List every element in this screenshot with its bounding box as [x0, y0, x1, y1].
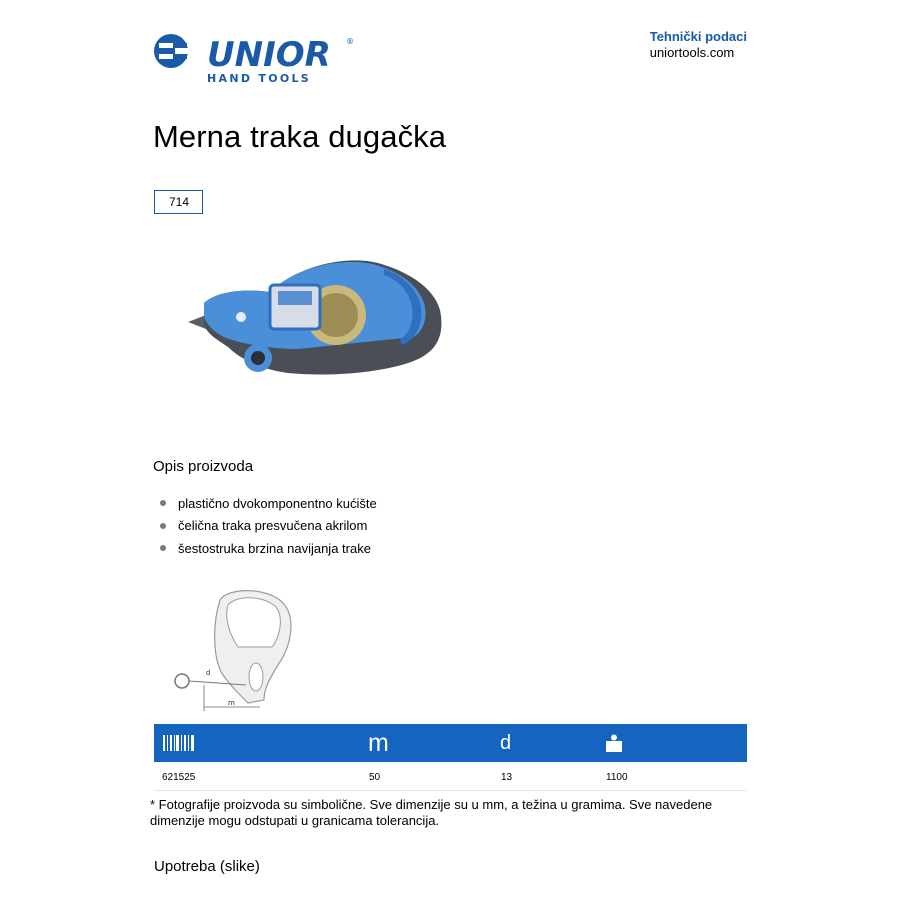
table-header	[154, 724, 747, 762]
table-row	[154, 762, 747, 791]
cell-weight: 1100	[606, 772, 628, 783]
bullet-icon	[160, 545, 166, 551]
page-title: Merna traka dugačka	[153, 119, 447, 154]
cell-article: 621525	[162, 772, 196, 783]
weight-icon	[606, 724, 622, 762]
list-item: plastično dvokomponentno kućište	[160, 492, 377, 515]
bullet-icon	[160, 500, 166, 506]
description-title: Opis proizvoda	[153, 458, 254, 475]
barcode-icon	[163, 724, 194, 762]
feature-list	[160, 492, 377, 560]
column-header-m: m	[368, 728, 389, 757]
product-code-badge: 714	[154, 190, 203, 214]
tech-label: Tehnički podaci	[649, 29, 747, 44]
bullet-icon	[160, 523, 166, 529]
column-header-d: d	[500, 731, 512, 754]
tech-info	[650, 29, 747, 60]
product-image	[178, 245, 448, 385]
usage-title: Upotreba (slike)	[154, 858, 260, 875]
disclaimer-note: * Fotografije proizvoda su simbolične. Sve dimenzije su u mm, a težina u gramima. Sve navedene dimenzije mogu odstupati u granicama tolerancija.	[150, 797, 713, 828]
brand-name: UNIOR	[207, 35, 331, 75]
svg-text:d: d	[206, 669, 211, 677]
website-link[interactable]: uniortools.com	[649, 45, 735, 60]
list-item: šestostruka brzina navijanja trake	[160, 537, 377, 560]
brand-sub: HAND TOOLS	[207, 72, 312, 85]
cell-length: 50	[369, 772, 381, 783]
svg-text:m: m	[228, 699, 235, 707]
svg-text:®: ®	[346, 37, 354, 46]
technical-drawing	[168, 585, 308, 717]
unior-emblem-icon	[154, 34, 189, 68]
list-item: čelična traka presvučena akrilom	[160, 515, 377, 538]
spec-table	[154, 724, 747, 791]
unior-logo	[153, 30, 363, 86]
cell-diameter: 13	[501, 772, 513, 783]
